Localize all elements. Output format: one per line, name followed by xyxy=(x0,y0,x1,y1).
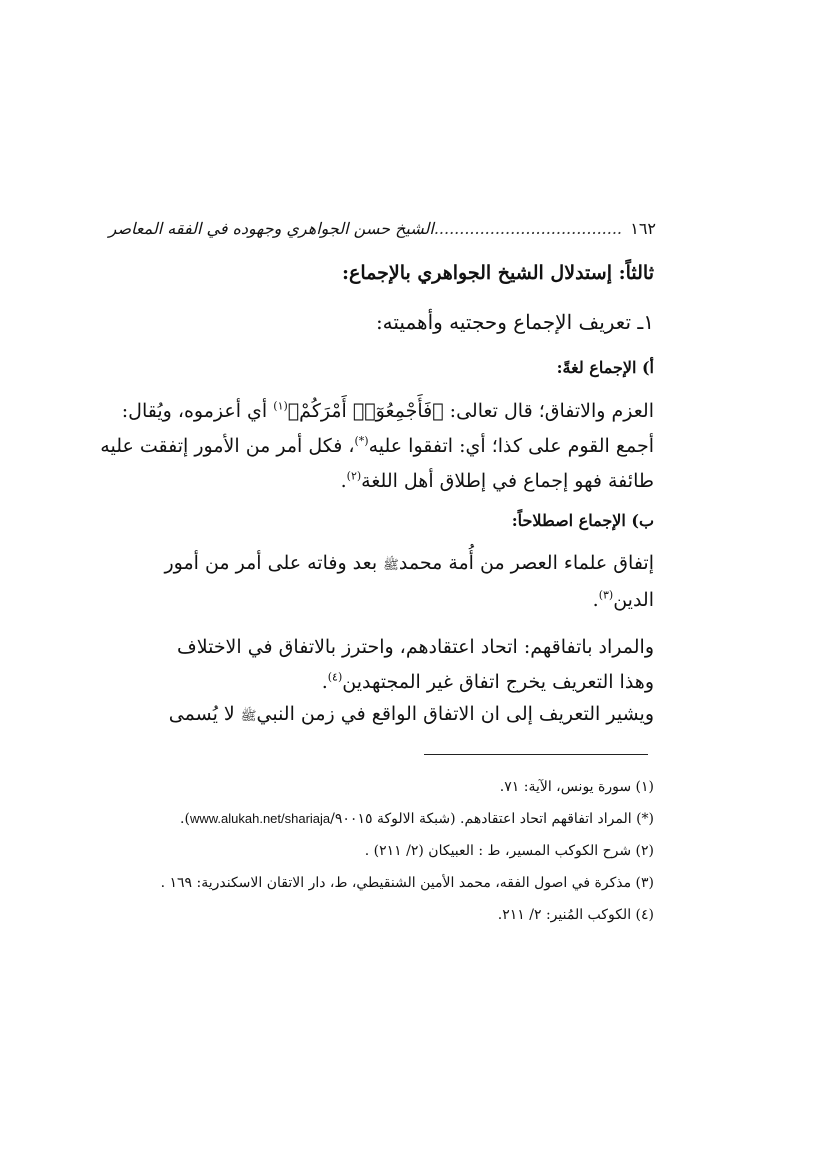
paragraph-line: والمراد باتفاقهم: اتحاد اعتقادهم، واحترز بالاتفاق في الاختلاف xyxy=(177,636,654,658)
salla-symbol: ﷺ xyxy=(240,709,257,724)
paragraph-line: ويشير التعريف إلى ان الاتفاق الواقع في زمن النبيﷺ لا يُسمى xyxy=(168,703,654,725)
paragraph-line: إتفاق علماء العصر من أُمة محمدﷺ بعد وفاته على أمر من أمور xyxy=(164,552,654,574)
prophet-paragraph xyxy=(170,697,654,734)
technical-definition-paragraph xyxy=(164,546,654,618)
technical-definition-heading: ب) الإجماع اصطلاحاً: xyxy=(511,511,654,530)
page-number: ١٦٢ xyxy=(630,219,656,238)
paragraph-line: الدين$^{(٣)}$. xyxy=(592,588,654,611)
footnote-url: www.alukah.net/shariaja xyxy=(189,811,331,826)
paragraph-line: وهذا التعريف يخرج اتفاق غير المجتهدين$^{(٤)}$. xyxy=(321,670,654,693)
meaning-paragraph xyxy=(170,630,654,700)
linguistic-definition-paragraph xyxy=(100,394,654,499)
footnote-ref: (١) xyxy=(273,399,288,413)
footnotes xyxy=(160,771,654,931)
running-title-text: الشيخ حسن الجواهري وجهوده في الفقه المعاصر xyxy=(108,219,434,238)
paragraph-line: أجمع القوم على كذا؛ أي: اتفقوا عليه(*)، فكل أمر من الأمور إتفقت عليه xyxy=(100,434,654,457)
footnote-4: (٤) الكوكب المُنير: ٢/ ٢١١. xyxy=(497,907,654,923)
footnote-separator xyxy=(424,754,648,755)
linguistic-definition-heading: أ) الإجماع لغةً: xyxy=(556,358,654,377)
footnote-ref: (٢) xyxy=(346,469,362,483)
footnote-star: (*) المراد اتفاقهم اتحاد اعتقادهم. (شبكة الالوكة ٩٠٠١٥/www.alukah.net/shariaja). xyxy=(180,811,654,827)
salla-symbol: ﷺ xyxy=(383,558,399,573)
paragraph-line: طائفة فهو إجماع في إطلاق أهل اللغة$^{(٢)}$. xyxy=(340,469,654,492)
running-title xyxy=(109,218,622,240)
footnote-ref: (٣) xyxy=(598,588,614,602)
paragraph-line: العزم والاتفاق؛ قال تعالى: ﴿فَأَجْمِعُوٓا۟ أَمْرَكُمْ﴾$^{(١)}$ أي أعزموه، ويُقال: xyxy=(121,399,654,422)
section-heading: ثالثاً: إستدلال الشيخ الجواهري بالإجماع: xyxy=(341,262,654,284)
leader-dots: ..................................... xyxy=(433,219,622,238)
running-header xyxy=(108,218,656,240)
footnote-3: (٣) مذكرة في اصول الفقه، محمد الأمين الشنقيطي، ط، دار الاتقان الاسكندرية: ١٦٩ . xyxy=(160,875,654,891)
footnote-2: (٢) شرح الكوكب المسير، ط : العبيكان (٢/ ٢١١) . xyxy=(364,843,654,859)
footnote-1: (١) سورة يونس، الآية: ٧١. xyxy=(499,779,654,795)
footnote-ref: (٤) xyxy=(327,670,343,684)
footnote-ref: (*) xyxy=(354,434,369,448)
subsection-heading: ١ـ تعريف الإجماع وحجتيه وأهميته: xyxy=(375,310,654,334)
